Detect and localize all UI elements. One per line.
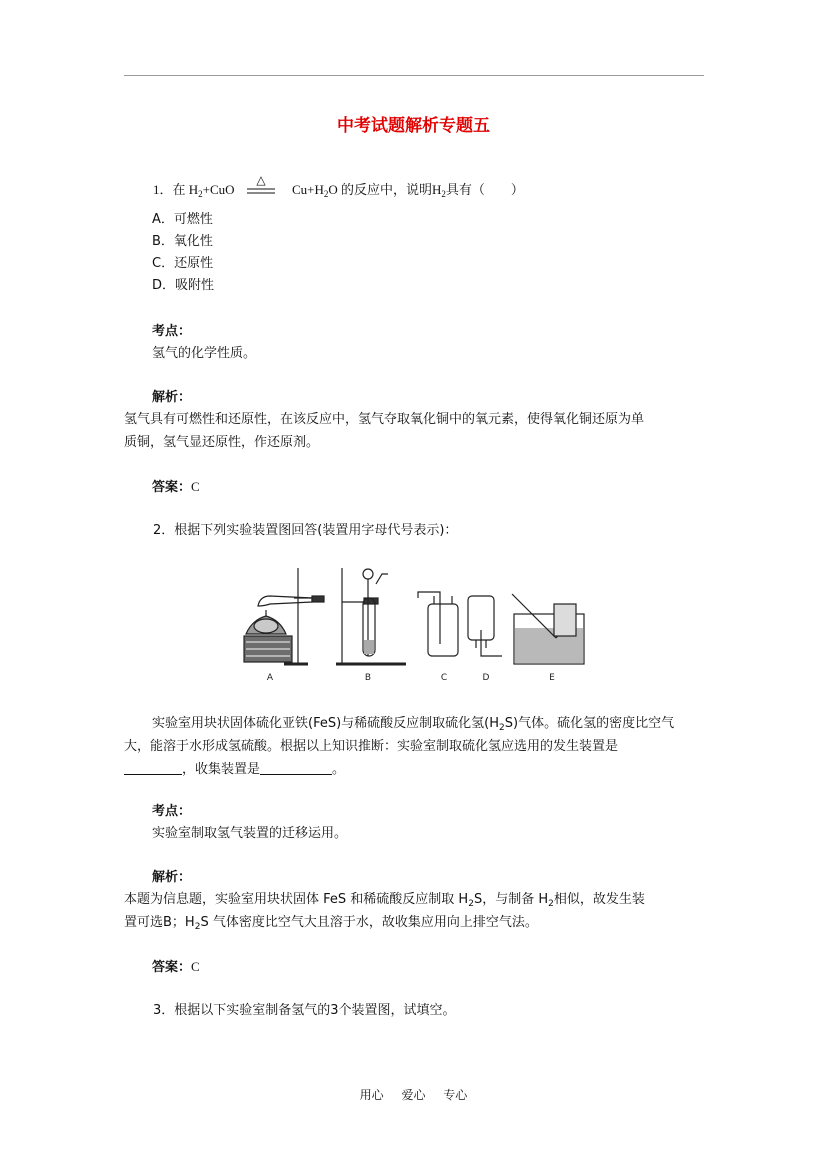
- q2-text: 实验室用块状固体硫化亚铁(FeS)与稀硫酸反应制取硫化氢(H: [152, 716, 500, 731]
- q1-stem: [153, 180, 235, 200]
- figure-label-d: D: [482, 673, 490, 683]
- q2-kaodian-heading: 考点：: [152, 804, 192, 819]
- q1-jiexi-line-2: 质铜，氢气显还原性，作还原剂。: [124, 435, 320, 450]
- answer-value: C: [191, 959, 200, 974]
- apparatus-d: [468, 596, 502, 656]
- apparatus-figure: [236, 560, 596, 684]
- q2-jiexi-line-2: [124, 913, 538, 933]
- q2-text: ，收集装置是: [182, 762, 261, 777]
- delta-symbol: △: [256, 174, 266, 187]
- q2-jiexi-line-1: [124, 890, 645, 910]
- q1-jiexi-heading: 解析：: [152, 390, 192, 405]
- q1-option-b: B．氧化性: [152, 234, 213, 249]
- q2-jiexi-text: 本题为信息题，实验室用块状固体 FeS 和稀硫酸反应制取 H: [124, 892, 469, 907]
- q2-kaodian-text: 实验室制取氢气装置的迁移运用。: [152, 826, 348, 841]
- heating-equals-sign: [246, 174, 276, 196]
- answer-label: 答案：: [152, 480, 192, 495]
- q2-text: S)气体。硫化氢的密度比空气: [504, 716, 675, 731]
- subscript: 2: [194, 922, 201, 932]
- subscript: 2: [468, 899, 474, 909]
- q2-stem: 2．根据下列实验装置图回答(装置用字母代号表示)：: [153, 523, 458, 538]
- q2-paragraph-line-2: 大，能溶于水形成氢硫酸。根据以上知识推断：实验室制取硫化氢应选用的发生装置是: [124, 739, 619, 754]
- figure-label-a: A: [266, 673, 274, 683]
- apparatus-b: [336, 568, 406, 664]
- q2-answer: [152, 957, 200, 978]
- apparatus-e: [512, 594, 584, 664]
- apparatus-c: [418, 592, 458, 656]
- q2-jiexi-text: 置可选B；H: [124, 915, 195, 930]
- answer-value: C: [191, 479, 200, 494]
- apparatus-a: [244, 568, 324, 664]
- q1-stem-prefix: 1．在 H: [153, 182, 199, 197]
- q2-paragraph-line-1: [152, 714, 674, 734]
- q1-option-a: A．可燃性: [152, 212, 213, 227]
- q1-kaodian-text: 氢气的化学性质。: [152, 346, 257, 361]
- header-rule: [124, 75, 704, 76]
- subscript: 2: [499, 723, 505, 733]
- subscript: 2: [323, 189, 329, 199]
- answer-label: 答案：: [152, 960, 192, 975]
- page-title: 中考试题解析专题五: [337, 116, 490, 136]
- q3-stem: 3．根据以下实验室制备氢气的3个装置图，试填空。: [153, 1003, 456, 1018]
- answer-blank-generator[interactable]: [124, 760, 182, 775]
- q2-paragraph-line-3: [124, 760, 345, 780]
- q1-stem-product: Cu+H: [292, 182, 324, 197]
- q1-option-c: C．还原性: [152, 256, 214, 271]
- q2-jiexi-text: S，与制备 H: [473, 892, 549, 907]
- q2-text: 。: [332, 762, 346, 777]
- q1-stem-middle: O 的反应中，说明H: [328, 182, 442, 197]
- subscript: 2: [441, 189, 446, 199]
- q2-jiexi-text: 相似，故发生装: [553, 892, 645, 907]
- subscript: 2: [198, 189, 203, 199]
- subscript: 2: [548, 899, 554, 909]
- q1-stem-suffix: 具有（ ）: [445, 182, 524, 197]
- figure-label-b: B: [364, 673, 372, 683]
- figure-label-e: E: [549, 673, 555, 683]
- q1-stem-reactant: +CuO: [202, 182, 235, 197]
- answer-blank-collector[interactable]: [260, 760, 332, 775]
- q1-stem-rest: [292, 180, 524, 200]
- page-footer: 用心 爱心 专心: [359, 1088, 468, 1102]
- q2-jiexi-heading: 解析：: [152, 870, 192, 885]
- q2-jiexi-text: S 气体密度比空气大且溶于水，故收集应用向上排空气法。: [200, 915, 538, 930]
- q1-jiexi-line-1: 氢气具有可燃性和还原性，在该反应中，氢气夺取氧化铜中的氧元素，使得氧化铜还原为单: [124, 412, 645, 427]
- q1-kaodian-heading: 考点：: [152, 324, 192, 339]
- figure-label-c: C: [440, 673, 448, 683]
- q1-answer: [152, 477, 200, 498]
- q1-option-d: D．吸附性: [152, 278, 215, 293]
